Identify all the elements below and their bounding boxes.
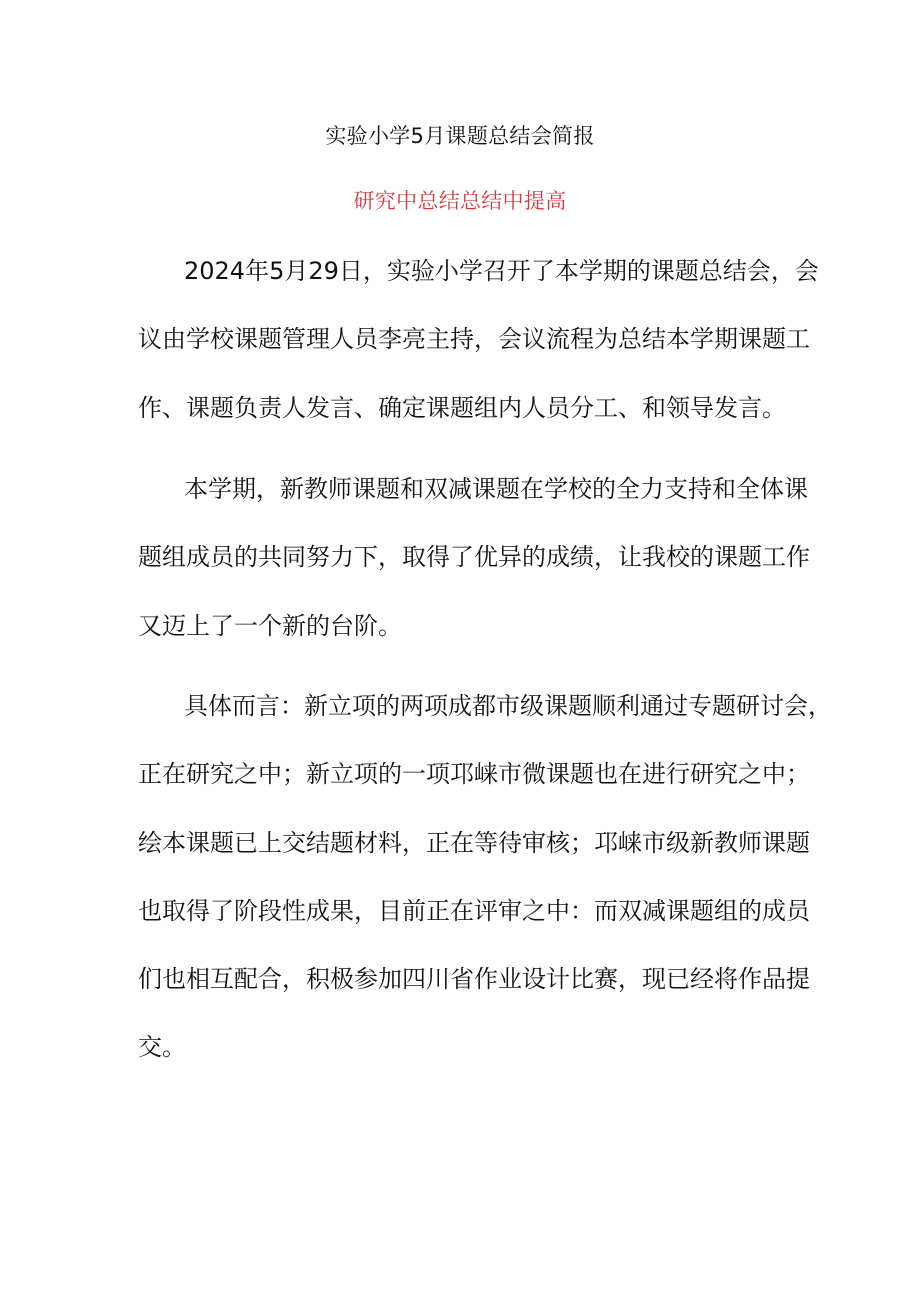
- paragraph-line: 题组成员的共同努力下，取得了优异的成绩，让我校的课题工作: [138, 543, 810, 572]
- document-subtitle: 研究中总结总结中提高: [353, 189, 567, 213]
- paragraph-line: 交。: [138, 1033, 186, 1062]
- paragraph-line: 本学期，新教师课题和双减课题在学校的全力支持和全体课: [184, 475, 808, 503]
- paragraph-line: 作、课题负责人发言、确定课题组内人员分工、和领导发言。: [138, 393, 786, 422]
- paragraph-line: 2024年5月29日，实验小学召开了本学期的课题总结会，会: [184, 257, 819, 285]
- paragraph-line: 又迈上了一个新的台阶。: [138, 611, 402, 640]
- paragraph-meeting-overview: [138, 237, 819, 442]
- document-title: 实验小学5月课题总结会简报: [325, 124, 595, 148]
- paragraph-line: 正在研究之中；新立项的一项邛崃市微课题也在进行研究之中；: [138, 760, 810, 789]
- paragraph-line: 具体而言：新立项的两项成都市级课题顺利通过专题研讨会，: [184, 692, 832, 720]
- paragraph-semester-results: [138, 455, 810, 660]
- paragraph-line: 绘本课题已上交结题材料，正在等待审核；邛崃市级新教师课题: [138, 828, 810, 857]
- paragraph-line: 也取得了阶段性成果，目前正在评审之中：而双减课题组的成员: [138, 896, 810, 925]
- paragraph-project-details: [138, 672, 832, 1082]
- paragraph-line: 们也相互配合，积极参加四川省作业设计比赛，现已经将作品提: [138, 965, 810, 994]
- paragraph-line: 议由学校课题管理人员李亮主持，会议流程为总结本学期课题工: [138, 325, 810, 354]
